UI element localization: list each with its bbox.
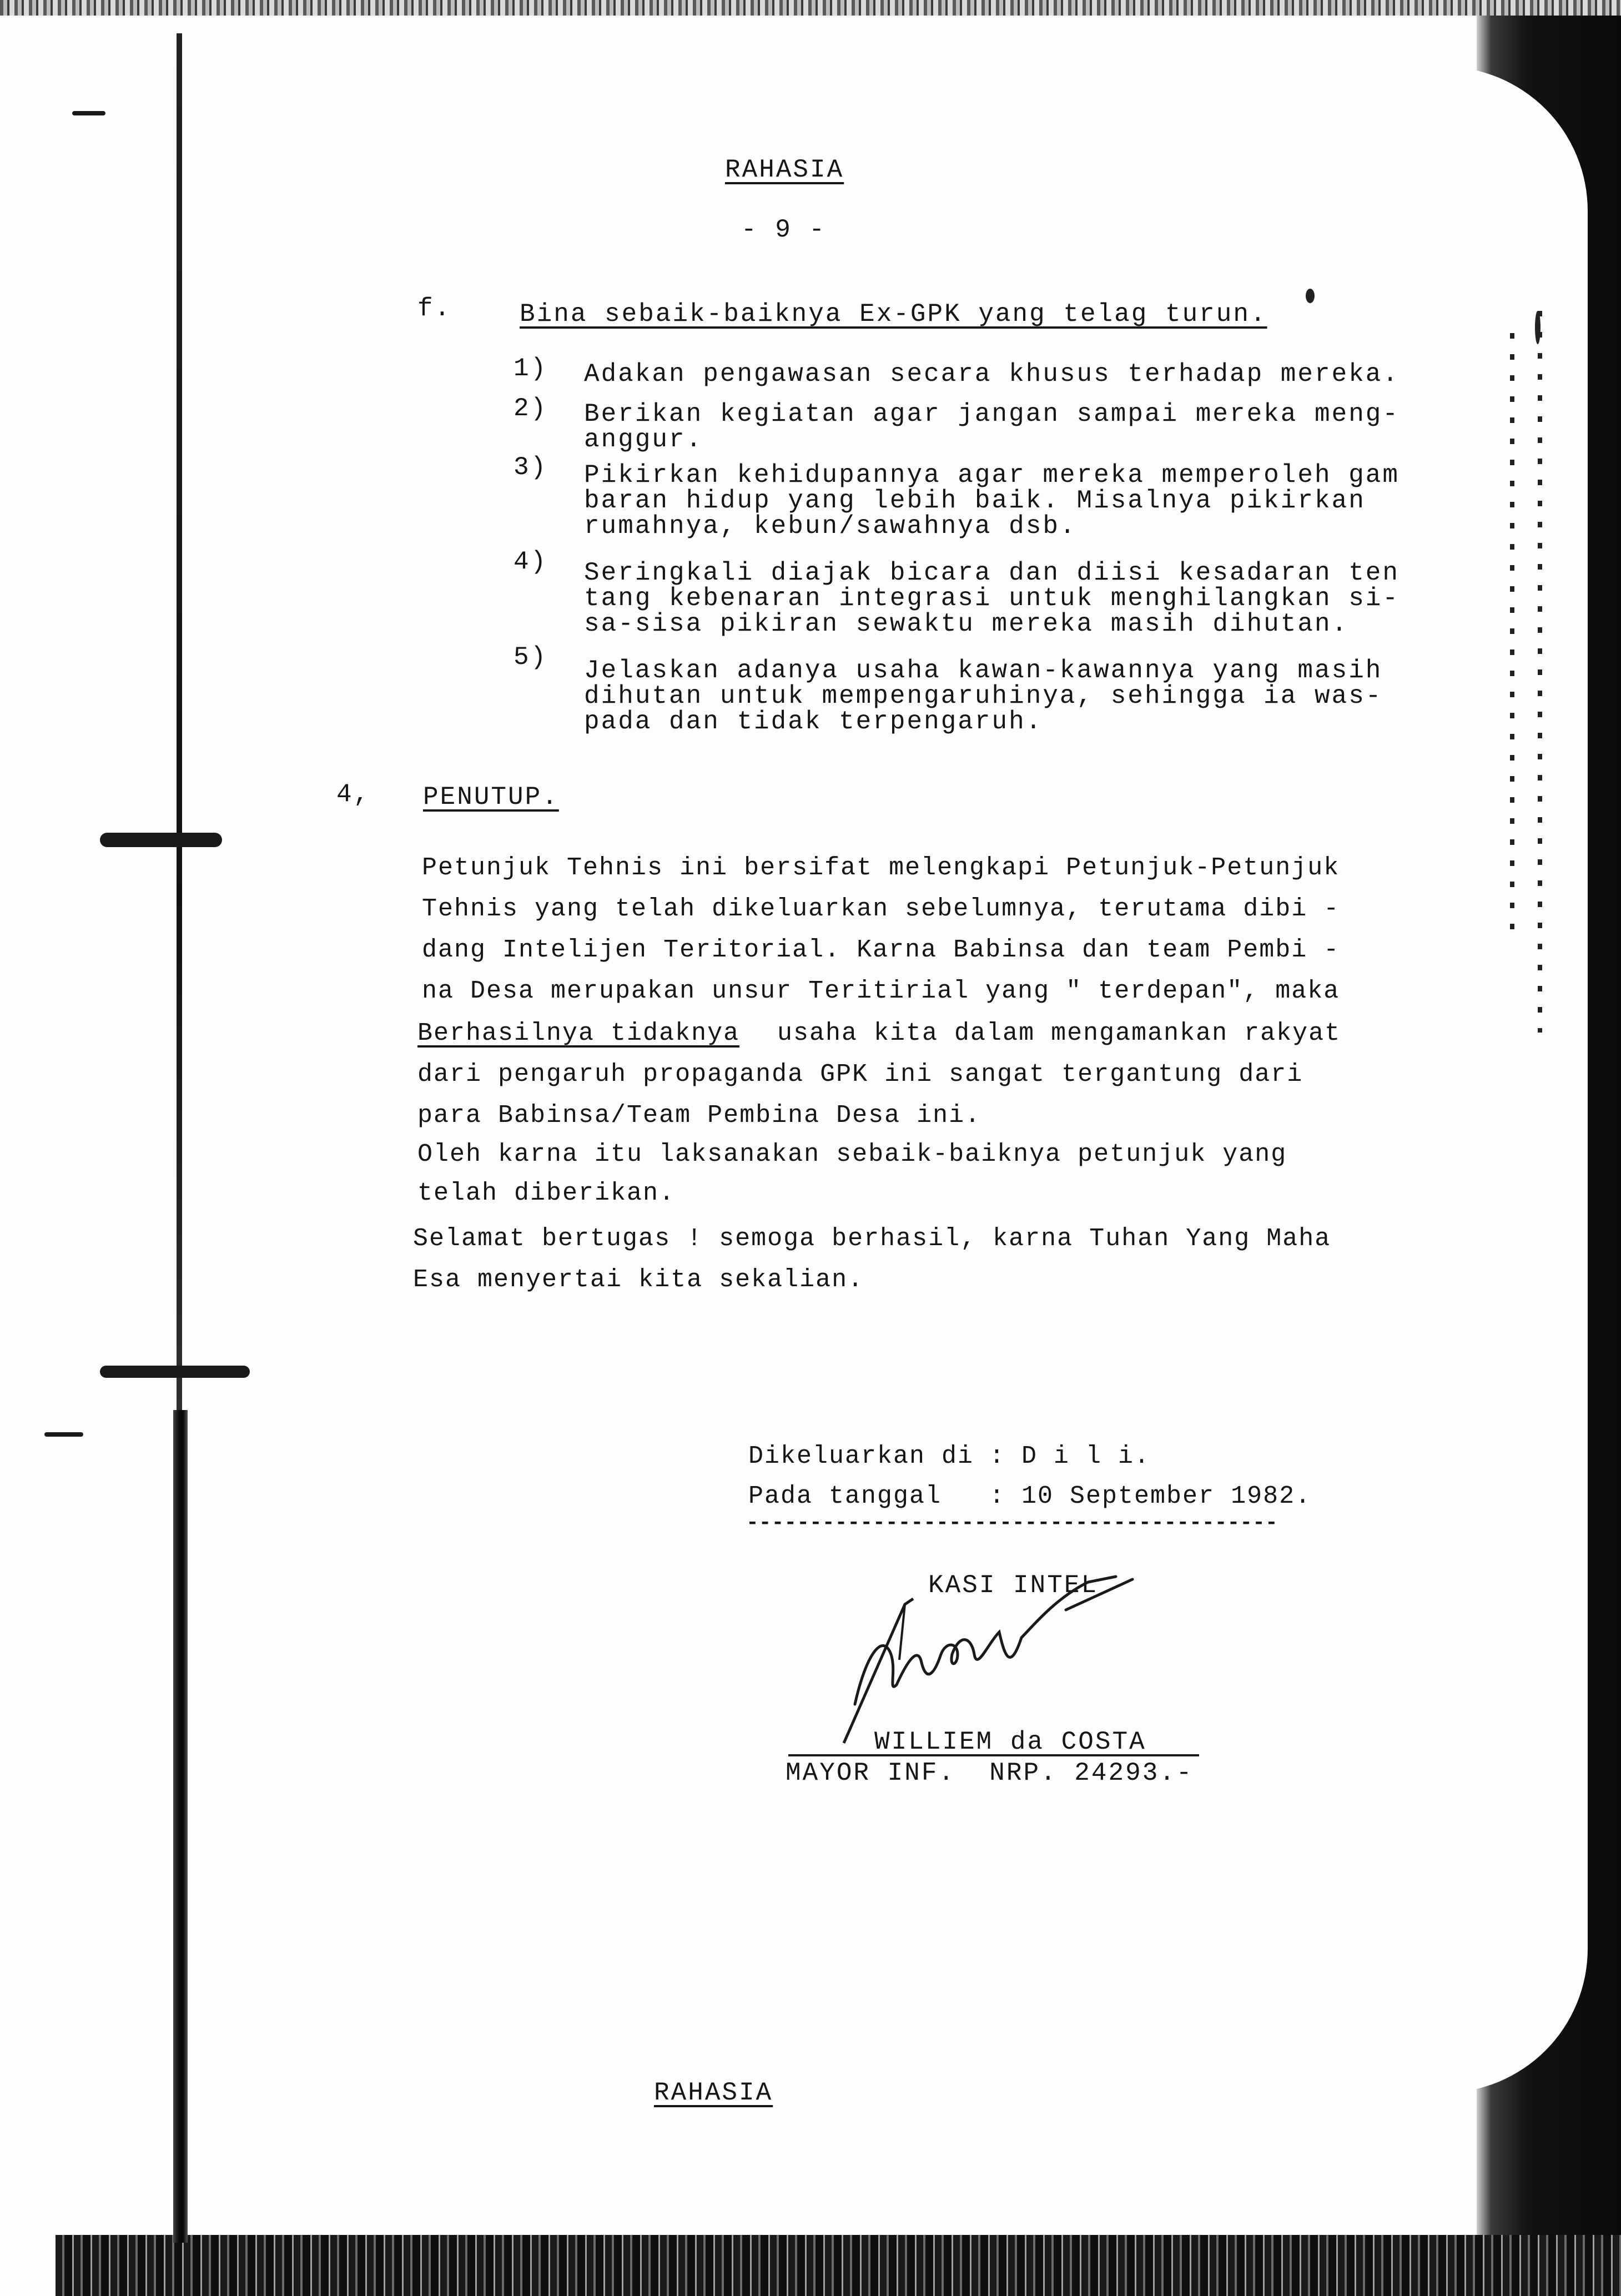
paragraph-line: Esa menyertai kita sekalian. <box>413 1266 864 1294</box>
scan-noise-top <box>0 0 1621 16</box>
signatory-rank-nrp: MAYOR INF. NRP. 24293.- <box>786 1759 1194 1788</box>
page-number: - 9 - <box>741 215 827 244</box>
page-edge <box>1421 67 1588 2093</box>
issuance-dash-rule: ------------------------------------------ <box>746 1511 1278 1535</box>
paragraph-line: Selamat bertugas ! semoga berhasil, karna Tuhan Yang Maha <box>413 1225 1331 1253</box>
list-item-line: Berikan kegiatan agar jangan sampai mereka meng- <box>584 400 1400 429</box>
paragraph-line: Petunjuk Tehnis ini bersifat melengkapi Petunjuk-Petunjuk <box>422 854 1340 882</box>
issuance-date-label: Pada tanggal <box>748 1482 942 1510</box>
list-item-number: 3) <box>514 453 548 482</box>
issuance-date-value: : 10 September 1982. <box>989 1482 1312 1510</box>
list-item-line: pada dan tidak terpengaruh. <box>584 707 1043 736</box>
issuance-place-label: Dikeluarkan di <box>748 1442 974 1471</box>
handwritten-signature <box>822 1565 1244 1749</box>
underlined-phrase: Berhasilnya tidaknya <box>417 1019 740 1048</box>
list-item-number: 4) <box>514 547 548 576</box>
binder-margin-bar <box>173 1410 188 2243</box>
list-item-line: dihutan untuk mempengaruhinya, sehingga ia was- <box>584 682 1383 711</box>
issuance-place-value: : D i l i. <box>989 1442 1151 1471</box>
punch-hole-mark <box>100 833 222 847</box>
section-4-title: PENUTUP. <box>423 783 559 812</box>
classification-footer: RAHASIA <box>654 2078 773 2107</box>
list-item-number: 5) <box>514 643 548 672</box>
section-f-letter: f. <box>417 294 452 323</box>
punch-hole-mark <box>100 1366 250 1378</box>
list-item-line: baran hidup yang lebih baik. Misalnya pikirkan <box>584 486 1366 515</box>
list-item-number: 1) <box>514 354 548 383</box>
scan-dots-right <box>1538 311 1542 1033</box>
paragraph-line: dari pengaruh propaganda GPK ini sangat tergantung dari <box>417 1060 1303 1089</box>
list-item-line: Adakan pengawasan secara khusus terhadap mereka. <box>584 360 1400 389</box>
scan-speck <box>1306 289 1315 303</box>
signatory-name: WILLIEM da COSTA <box>874 1728 1146 1756</box>
signatory-position: KASI INTEL <box>928 1571 1099 1600</box>
scan-speck <box>1535 311 1541 344</box>
list-item-line: Seringkali diajak bicara dan diisi kesadaran ten <box>584 558 1400 587</box>
paragraph-line: telah diberikan. <box>417 1179 676 1207</box>
list-item-line: tang kebenaran integrasi untuk menghilangkan si- <box>584 584 1400 613</box>
list-item-line: rumahnya, kebun/sawahnya dsb. <box>584 512 1077 541</box>
list-item-line: Jelaskan adanya usaha kawan-kawannya yang masih <box>584 656 1383 685</box>
paragraph-line: dang Intelijen Teritorial. Karna Babinsa dan team Pembi - <box>422 936 1340 964</box>
scan-noise-bottom <box>56 2235 1621 2296</box>
section-f-title: Bina sebaik-baiknya Ex-GPK yang telag turun. <box>520 300 1267 329</box>
list-item-line: sa-sisa pikiran sewaktu mereka masih dihutan. <box>584 610 1349 638</box>
section-4-number: 4, <box>336 780 371 809</box>
paragraph-line: na Desa merupakan unsur Teritirial yang " terdepan", maka <box>422 977 1340 1005</box>
paragraph-line: Oleh karna itu laksanakan sebaik-baiknya petunjuk yang <box>417 1140 1287 1169</box>
paragraph-line: para Babinsa/Team Pembina Desa ini. <box>417 1101 981 1130</box>
margin-tick-mark <box>44 1432 83 1437</box>
paragraph-line: usaha kita dalam mengamankan rakyat <box>777 1019 1341 1048</box>
list-item-number: 2) <box>514 394 548 423</box>
classification-header: RAHASIA <box>725 155 844 184</box>
paragraph-line: Tehnis yang telah dikeluarkan sebelumnya, terutama dibi - <box>422 895 1340 923</box>
scan-dots-right <box>1510 333 1514 944</box>
list-item-line: Pikirkan kehidupannya agar mereka memperoleh gam <box>584 461 1400 490</box>
margin-tick-mark <box>72 111 105 115</box>
list-item-line: anggur. <box>584 425 703 454</box>
binder-margin-line <box>177 33 182 1477</box>
